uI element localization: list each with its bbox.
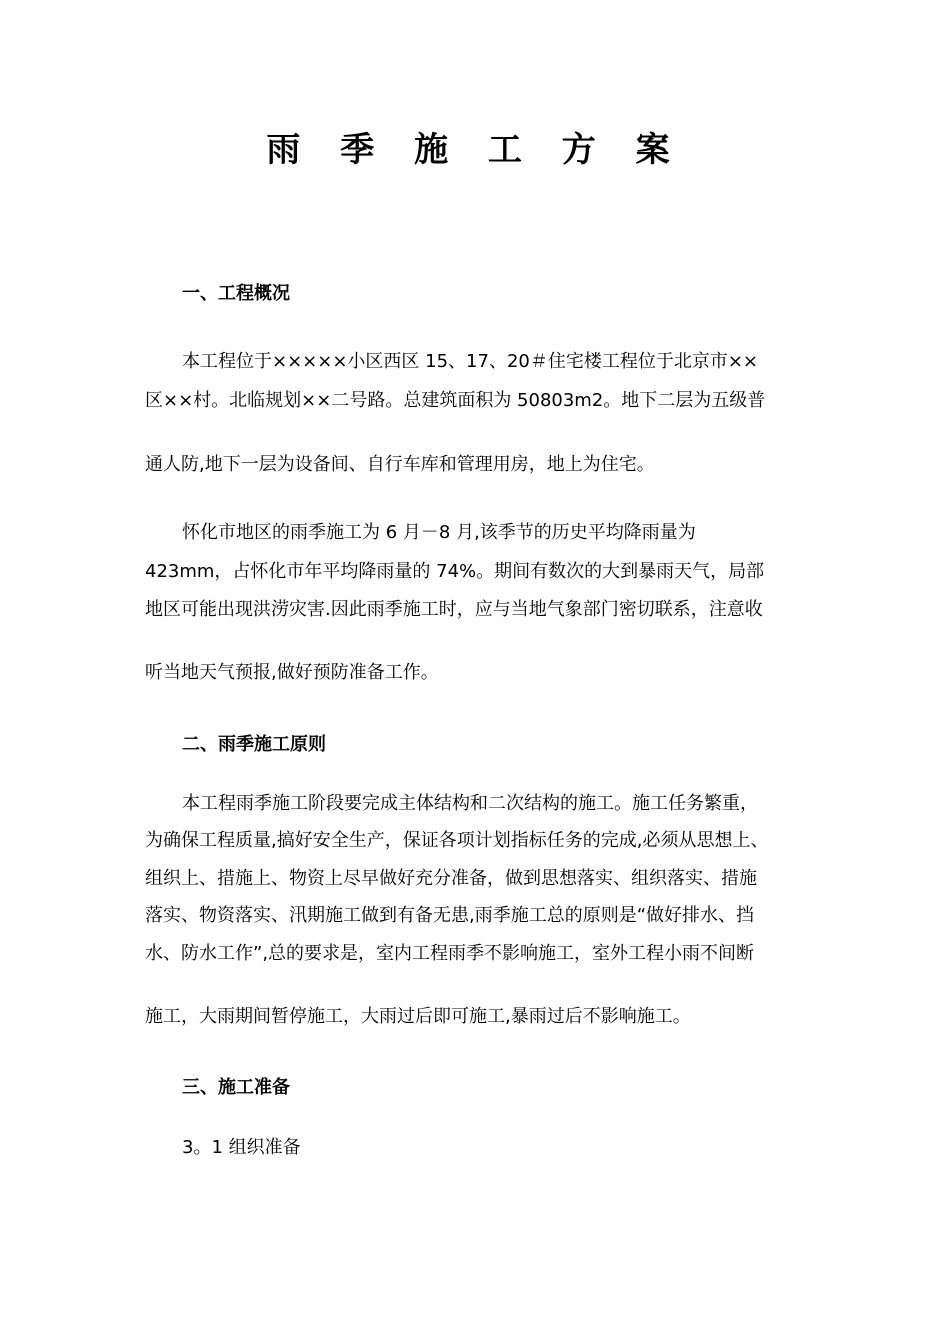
paragraph-line: 本工程位于×××××小区西区 15、17、20＃住宅楼工程位于北京市××	[182, 351, 759, 372]
paragraph-line: 通人防,地下一层为设备间、自行车库和管理用房，地上为住宅。	[145, 454, 655, 475]
paragraph-line: 听当地天气预报,做好预防准备工作。	[145, 662, 439, 683]
paragraph-line: 423mm，占怀化市年平均降雨量的 74%。期间有数次的大到暴雨天气，局部	[145, 561, 765, 582]
paragraph-line: 怀化市地区的雨季施工为 6 月－8 月,该季节的历史平均降雨量为	[182, 522, 696, 543]
paragraph-line: 区××村。北临规划××二号路。总建筑面积为 50803m2。地下二层为五级普	[145, 390, 766, 411]
section-heading-preparation: 三、施工准备	[182, 1077, 290, 1098]
paragraph-line: 本工程雨季施工阶段要完成主体结构和二次结构的施工。施工任务繁重，	[182, 793, 758, 814]
paragraph-line: 施工，大雨期间暂停施工，大雨过后即可施工,暴雨过后不影响施工。	[145, 1006, 691, 1027]
document-title: 雨 季 施 工 方 案	[266, 130, 684, 170]
section-heading-principles: 二、雨季施工原则	[182, 734, 326, 755]
subsection-heading-organization: 3。1 组织准备	[182, 1137, 301, 1158]
paragraph-line: 组织上、措施上、物资上尽早做好充分准备，做到思想落实、组织落实、措施	[145, 868, 757, 889]
paragraph-line: 为确保工程质量,搞好安全生产，保证各项计划指标任务的完成,必须从思想上、	[145, 830, 769, 851]
paragraph-line: 地区可能出现洪涝灾害.因此雨季施工时，应与当地气象部门密切联系，注意收	[145, 599, 763, 620]
section-heading-overview: 一、工程概况	[182, 283, 290, 304]
paragraph-line: 落实、物资落实、汛期施工做到有备无患,雨季施工总的原则是“做好排水、挡	[145, 905, 755, 926]
paragraph-line: 水、防水工作”,总的要求是，室内工程雨季不影响施工，室外工程小雨不间断	[145, 943, 755, 964]
